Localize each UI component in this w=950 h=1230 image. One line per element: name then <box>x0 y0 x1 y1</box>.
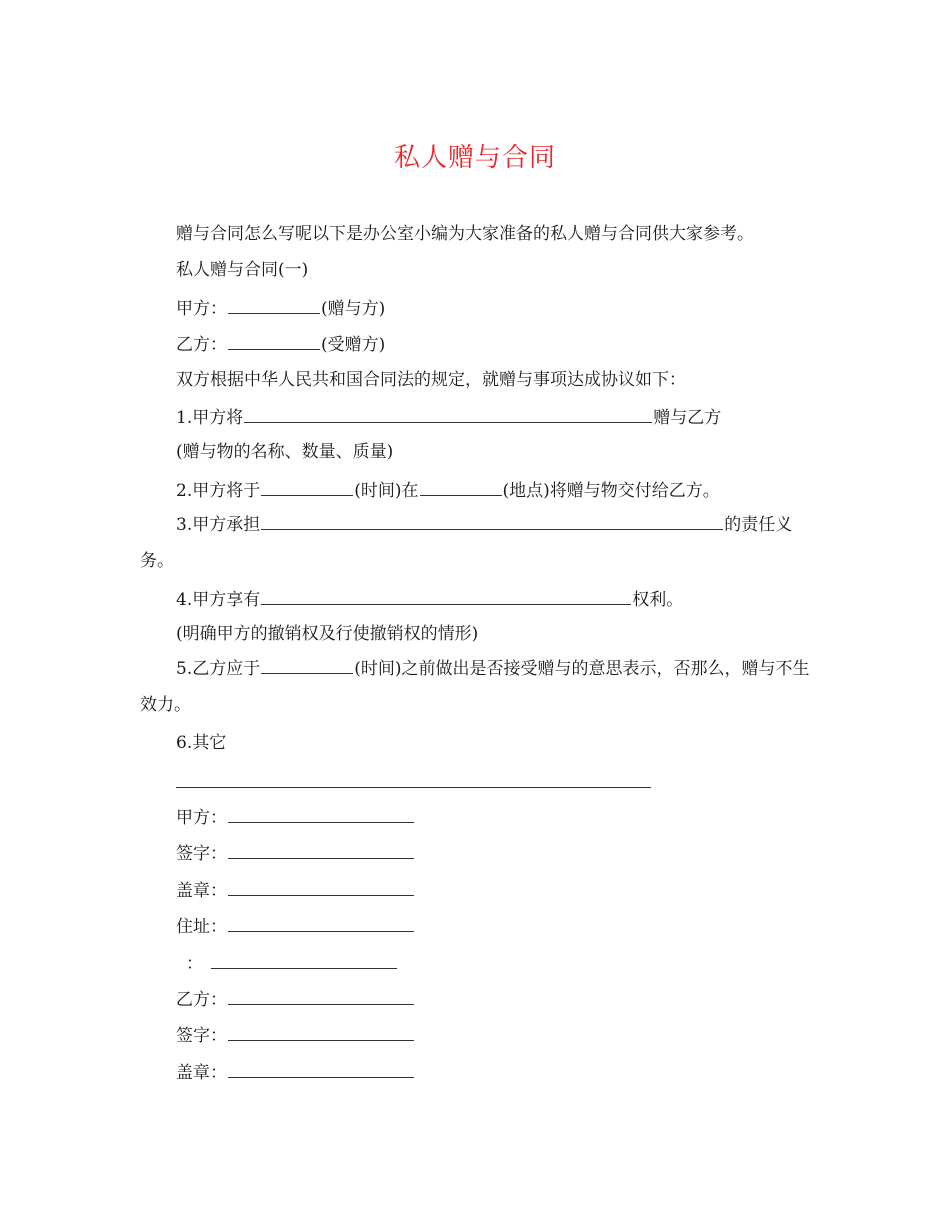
sign-a-extra-line <box>186 950 398 976</box>
party-b-role: (受赠方) <box>321 335 386 355</box>
clause-4-note: (明确甲方的撤销权及行使撤销权的情形) <box>176 624 479 644</box>
clause-4-start: 4.甲方享有 <box>176 590 261 610</box>
clause-2-mid1: (时间)在 <box>354 481 419 501</box>
clause-1-start: 1.甲方将 <box>176 408 244 428</box>
clause-5 <box>140 651 815 723</box>
clause-2-start: 2.甲方将于 <box>176 481 261 501</box>
clause-3 <box>140 507 815 579</box>
clause-3-start: 3.甲方承担 <box>176 515 261 535</box>
preamble: 双方根据中华人民共和国合同法的规定，就赠与事项达成协议如下： <box>176 370 686 390</box>
clause-5-end: (时间)之前做出是否接受赠与的意思表示，否那么，赠与不生效力。 <box>140 659 810 715</box>
sign-a-signature-label: 签字： <box>176 844 227 864</box>
sign-a-extra-label: ： <box>186 954 203 974</box>
party-a-blank[interactable] <box>228 295 320 314</box>
sign-b-signature-line <box>176 1022 415 1048</box>
clause-1-end: 赠与乙方 <box>653 408 722 428</box>
party-a-line <box>176 295 385 321</box>
sign-b-party-label: 乙方： <box>176 990 227 1010</box>
clause-1-note: (赠与物的名称、数量、质量) <box>176 442 394 462</box>
sign-b-signature-label: 签字： <box>176 1026 227 1046</box>
intro-paragraph: 赠与合同怎么写呢以下是办公室小编为大家准备的私人赠与合同供大家参考。 <box>176 224 754 244</box>
sign-a-seal-line <box>176 877 415 903</box>
clause-4-end: 权利。 <box>632 590 684 610</box>
sign-a-party-label: 甲方： <box>176 808 227 828</box>
clause-1-blank[interactable] <box>244 404 652 423</box>
sign-b-seal-blank[interactable] <box>228 1059 414 1078</box>
sign-a-address-line <box>176 913 415 939</box>
sign-b-seal-line <box>176 1059 415 1085</box>
party-a-role: (赠与方) <box>321 299 386 319</box>
clause-6-blank[interactable] <box>176 787 651 788</box>
clause-4-blank[interactable] <box>261 586 631 605</box>
sign-a-address-blank[interactable] <box>228 913 414 932</box>
clause-2 <box>176 477 720 503</box>
sign-a-party-blank[interactable] <box>228 804 414 823</box>
party-b-label: 乙方： <box>176 335 227 355</box>
sign-b-signature-blank[interactable] <box>228 1022 414 1041</box>
sign-a-signature-blank[interactable] <box>228 840 414 859</box>
clause-6: 6.其它 <box>176 733 227 753</box>
clause-3-blank[interactable] <box>261 511 723 530</box>
sign-b-party-line <box>176 986 415 1012</box>
sign-a-party-line <box>176 804 415 830</box>
clause-5-blank[interactable] <box>261 655 353 674</box>
sign-a-seal-blank[interactable] <box>228 877 414 896</box>
party-b-blank[interactable] <box>228 331 320 350</box>
clause-2-place-blank[interactable] <box>420 477 502 496</box>
sign-a-address-label: 住址： <box>176 917 227 937</box>
clause-2-time-blank[interactable] <box>261 477 353 496</box>
clause-4 <box>176 586 683 612</box>
sign-a-seal-label: 盖章： <box>176 881 227 901</box>
document-title: 私人赠与合同 <box>393 143 556 173</box>
clause-5-start: 5.乙方应于 <box>176 659 261 679</box>
sign-a-signature-line <box>176 840 415 866</box>
clause-1 <box>176 404 721 430</box>
sign-b-seal-label: 盖章： <box>176 1063 227 1083</box>
clause-3-end: 的责任义务。 <box>140 515 793 571</box>
party-a-label: 甲方： <box>176 299 227 319</box>
party-b-line <box>176 331 385 357</box>
sign-a-extra-blank[interactable] <box>211 950 397 969</box>
contract-subtitle: 私人赠与合同(一) <box>176 260 309 280</box>
clause-2-mid2: (地点)将赠与物交付给乙方。 <box>502 481 720 501</box>
sign-b-party-blank[interactable] <box>228 986 414 1005</box>
